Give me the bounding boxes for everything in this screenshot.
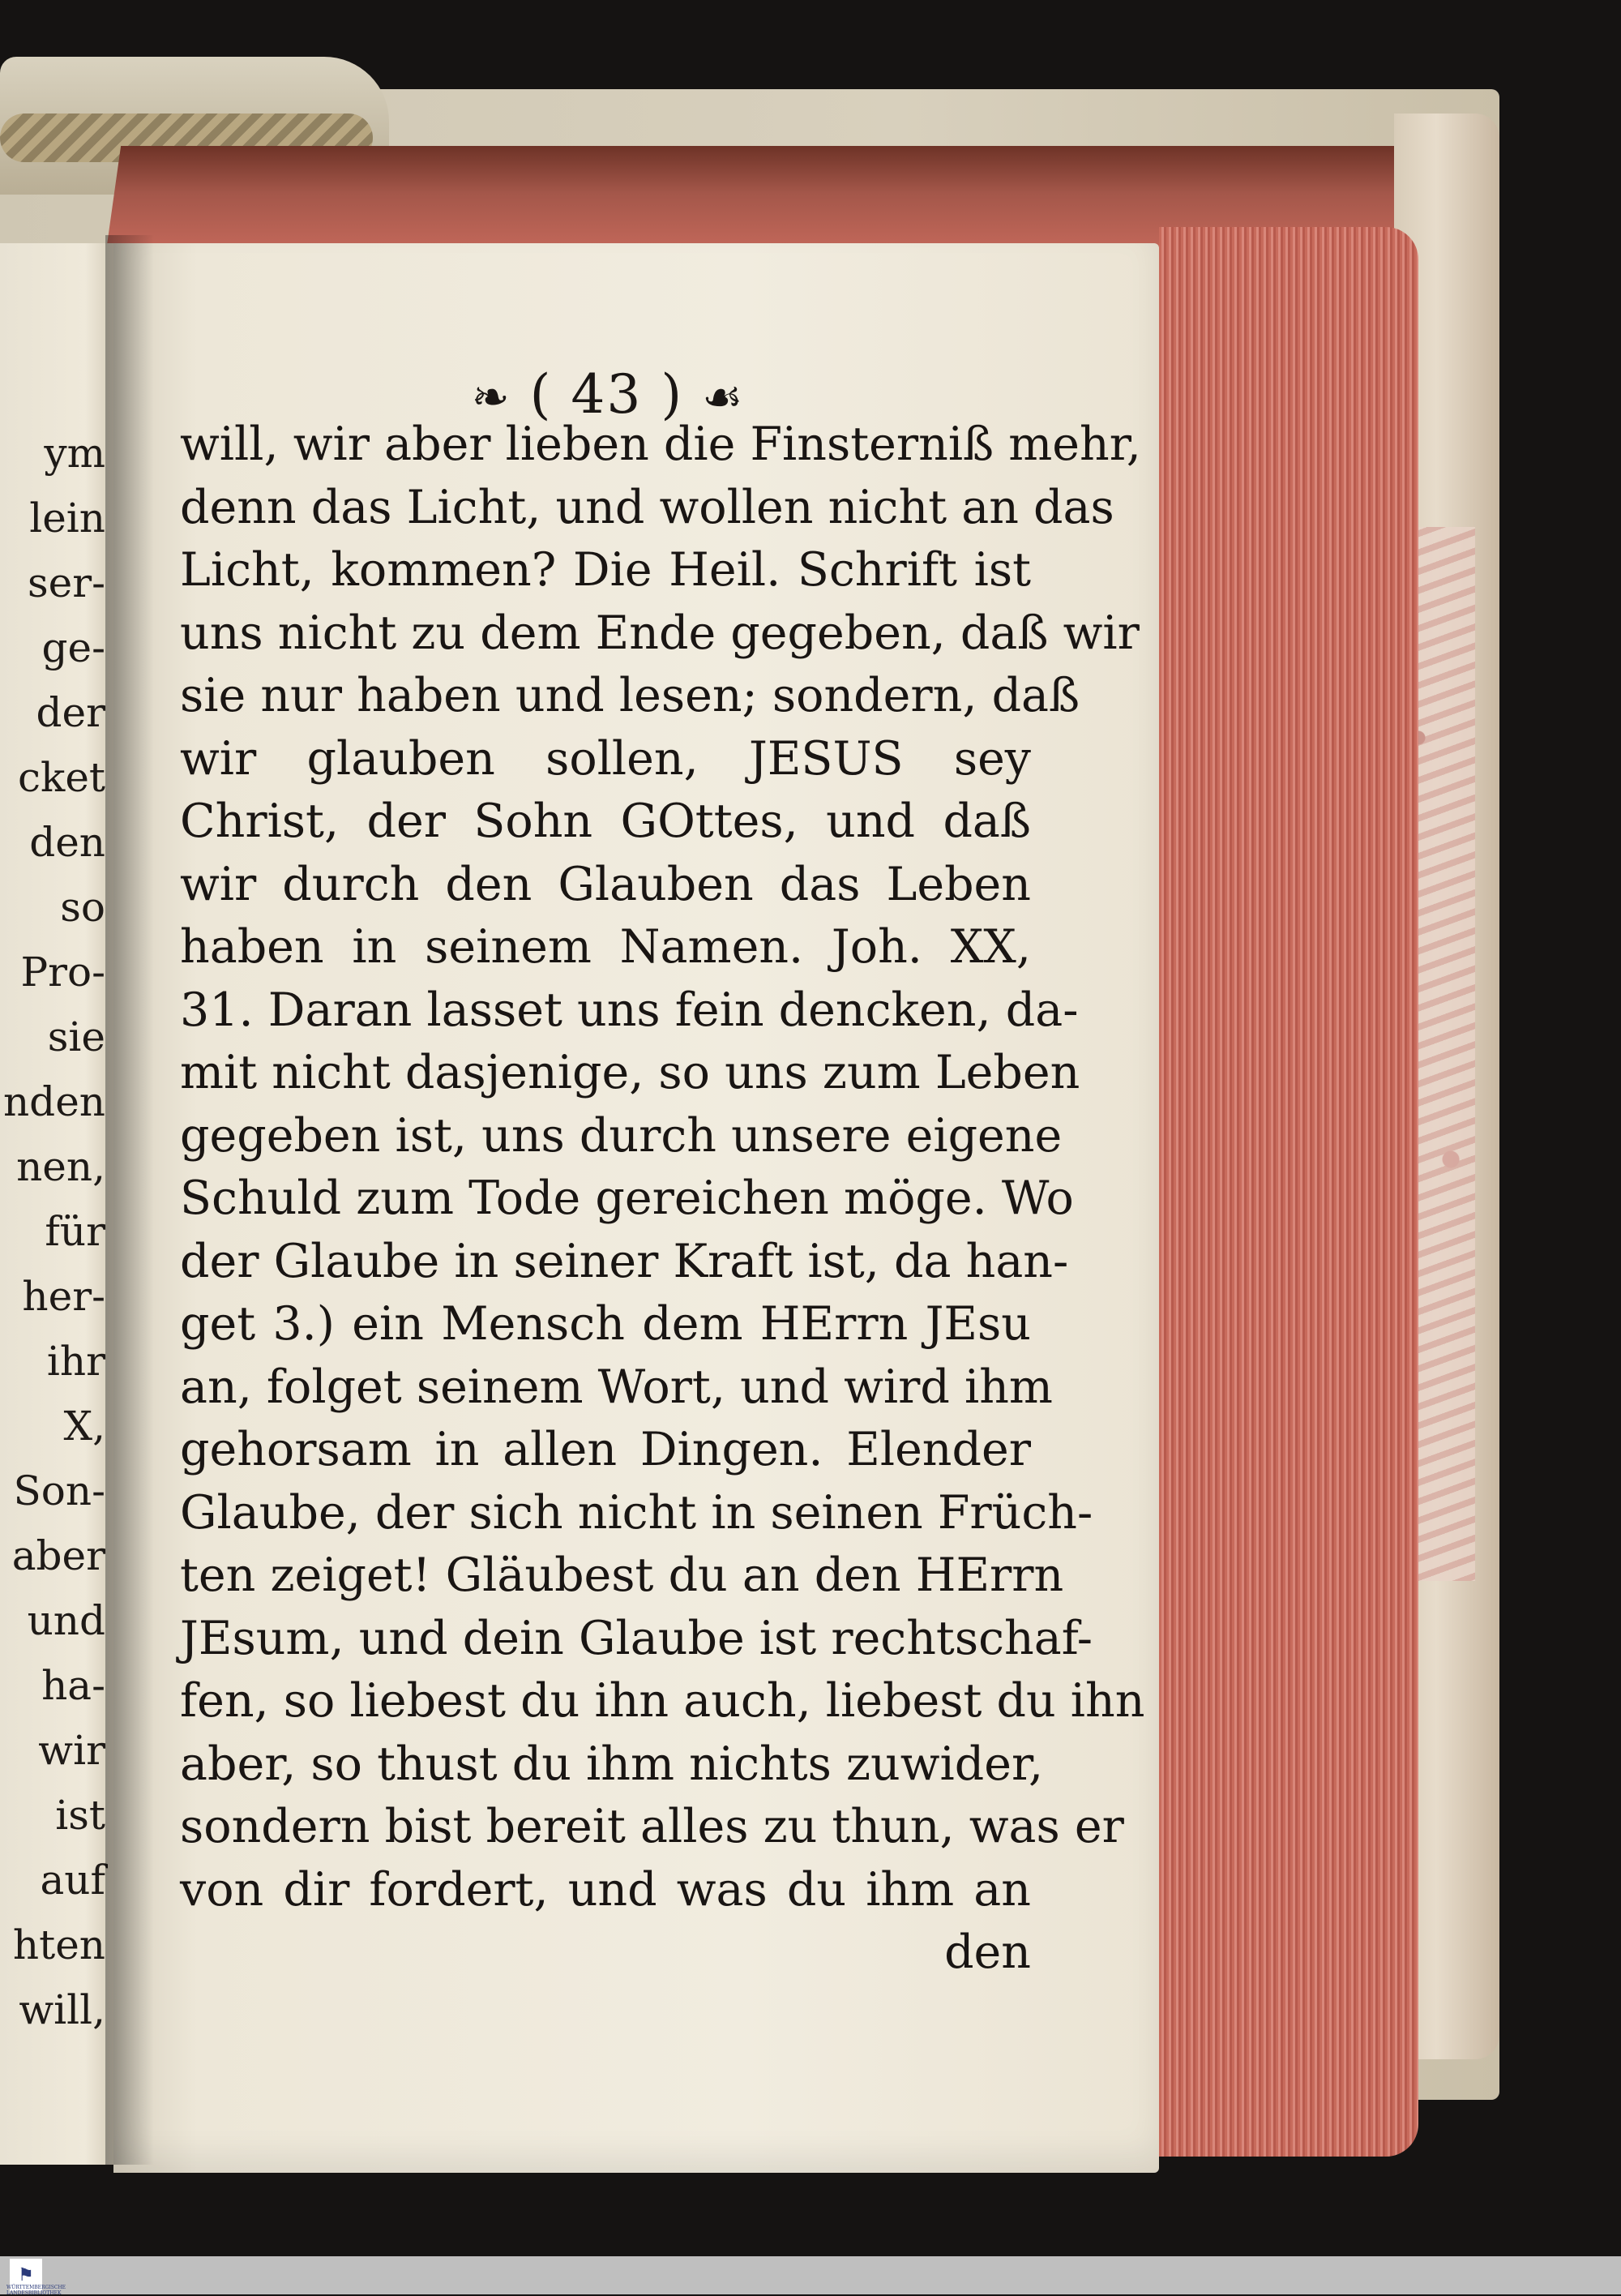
text-line: sie nur haben und lesen; sondern, daß bbox=[180, 669, 1080, 722]
left-page-fragment: und bbox=[27, 1597, 105, 1644]
left-page-fragment: hten bbox=[12, 1921, 105, 1968]
text-line: mit nicht dasjenige, so uns zum Leben bbox=[180, 1046, 1080, 1099]
left-page-fragment: wir bbox=[38, 1727, 105, 1774]
left-page-fragment: ist bbox=[55, 1792, 105, 1839]
text-line: will, wir aber lieben die Finsterniß mehr, bbox=[180, 418, 1141, 471]
body-text bbox=[180, 413, 1145, 1985]
left-page-fragment: her- bbox=[22, 1273, 105, 1320]
left-page-fragment: lein bbox=[29, 495, 105, 542]
text-line: von dir fordert, und was du ihm an bbox=[180, 1862, 1031, 1917]
red-fore-edge bbox=[1159, 227, 1418, 2157]
left-page-fragment: aber bbox=[11, 1532, 105, 1579]
left-page-fragment: für bbox=[45, 1208, 105, 1255]
left-page-fragment: X, bbox=[63, 1403, 105, 1450]
text-line: sondern bist bereit alles zu thun, was er bbox=[180, 1800, 1124, 1853]
left-page-fragment: Pro- bbox=[20, 949, 105, 996]
left-page-fragment: nen, bbox=[16, 1143, 105, 1190]
text-line: gehorsam in allen Dingen. Elender bbox=[180, 1423, 1031, 1476]
left-page-fragment: der bbox=[36, 689, 105, 736]
text-line: an, folget seinem Wort, und wird ihm bbox=[180, 1360, 1053, 1414]
text-line: ten zeiget! Gläubest du an den HErrn bbox=[180, 1549, 1064, 1602]
left-page-fragment: ym bbox=[44, 430, 105, 477]
left-page-fragment: Son- bbox=[13, 1467, 105, 1514]
left-page-fragment: ihr bbox=[46, 1338, 105, 1385]
text-line: wir durch den Glauben das Leben bbox=[180, 857, 1031, 911]
catchword: den bbox=[944, 1925, 1031, 1979]
library-logo-icon[interactable]: ⚑ bbox=[10, 2259, 42, 2291]
page-number: ( 43 ) bbox=[529, 363, 684, 426]
ornament-right-icon: ☙ bbox=[702, 371, 745, 424]
gutter-shadow bbox=[105, 235, 154, 2165]
text-line: Christ, der Sohn GOttes, und daß bbox=[180, 795, 1031, 848]
text-line: 31. Daran lasset uns fein dencken, da- bbox=[180, 983, 1079, 1037]
left-page-fragment: den bbox=[29, 819, 105, 866]
viewer-footer-bar bbox=[0, 2256, 1621, 2294]
text-line: JEsum, und dein Glaube ist rechtschaf- bbox=[180, 1611, 1093, 1665]
text-line: get 3.) ein Mensch dem HErrn JEsu bbox=[180, 1297, 1031, 1351]
left-page-fragment: ge- bbox=[41, 624, 105, 671]
text-line: denn das Licht, und wollen nicht an das bbox=[180, 480, 1114, 534]
left-page-fragment: cket bbox=[18, 754, 105, 801]
left-page-fragment: ser- bbox=[27, 559, 105, 606]
left-page bbox=[0, 243, 122, 2165]
text-line: uns nicht zu dem Ende gegeben, daß wir bbox=[180, 606, 1140, 660]
library-logo-text: WÜRTTEMBERGISCHE LANDESBIBLIOTHEK bbox=[6, 2285, 66, 2296]
left-page-fragment: sie bbox=[47, 1013, 105, 1060]
left-page-fragment: nden bbox=[2, 1078, 105, 1125]
text-line: Glaube, der sich nicht in seinen Früch- bbox=[180, 1485, 1093, 1540]
text-line: aber, so thust du ihm nichts zuwider, bbox=[180, 1737, 1044, 1791]
left-page-fragment: will, bbox=[19, 1986, 105, 2033]
text-line: der Glaube in seiner Kraft ist, da han- bbox=[180, 1234, 1069, 1288]
text-line: gegeben ist, uns durch unsere eigene bbox=[180, 1108, 1063, 1163]
text-line: haben in seinem Namen. Joh. XX, bbox=[180, 920, 1031, 974]
text-line: Schuld zum Tode gereichen möge. Wo bbox=[180, 1172, 1074, 1225]
text-line: Licht, kommen? Die Heil. Schrift ist bbox=[180, 543, 1031, 597]
ornament-left-icon: ❧ bbox=[471, 371, 511, 424]
left-page-fragment: auf bbox=[40, 1857, 105, 1904]
left-page-fragment: ha- bbox=[41, 1662, 105, 1709]
text-line: wir glauben sollen, JESUS sey bbox=[180, 731, 1031, 786]
text-line: fen, so liebest du ihn auch, liebest du ihn bbox=[180, 1674, 1145, 1728]
left-page-fragment: so bbox=[60, 884, 105, 931]
